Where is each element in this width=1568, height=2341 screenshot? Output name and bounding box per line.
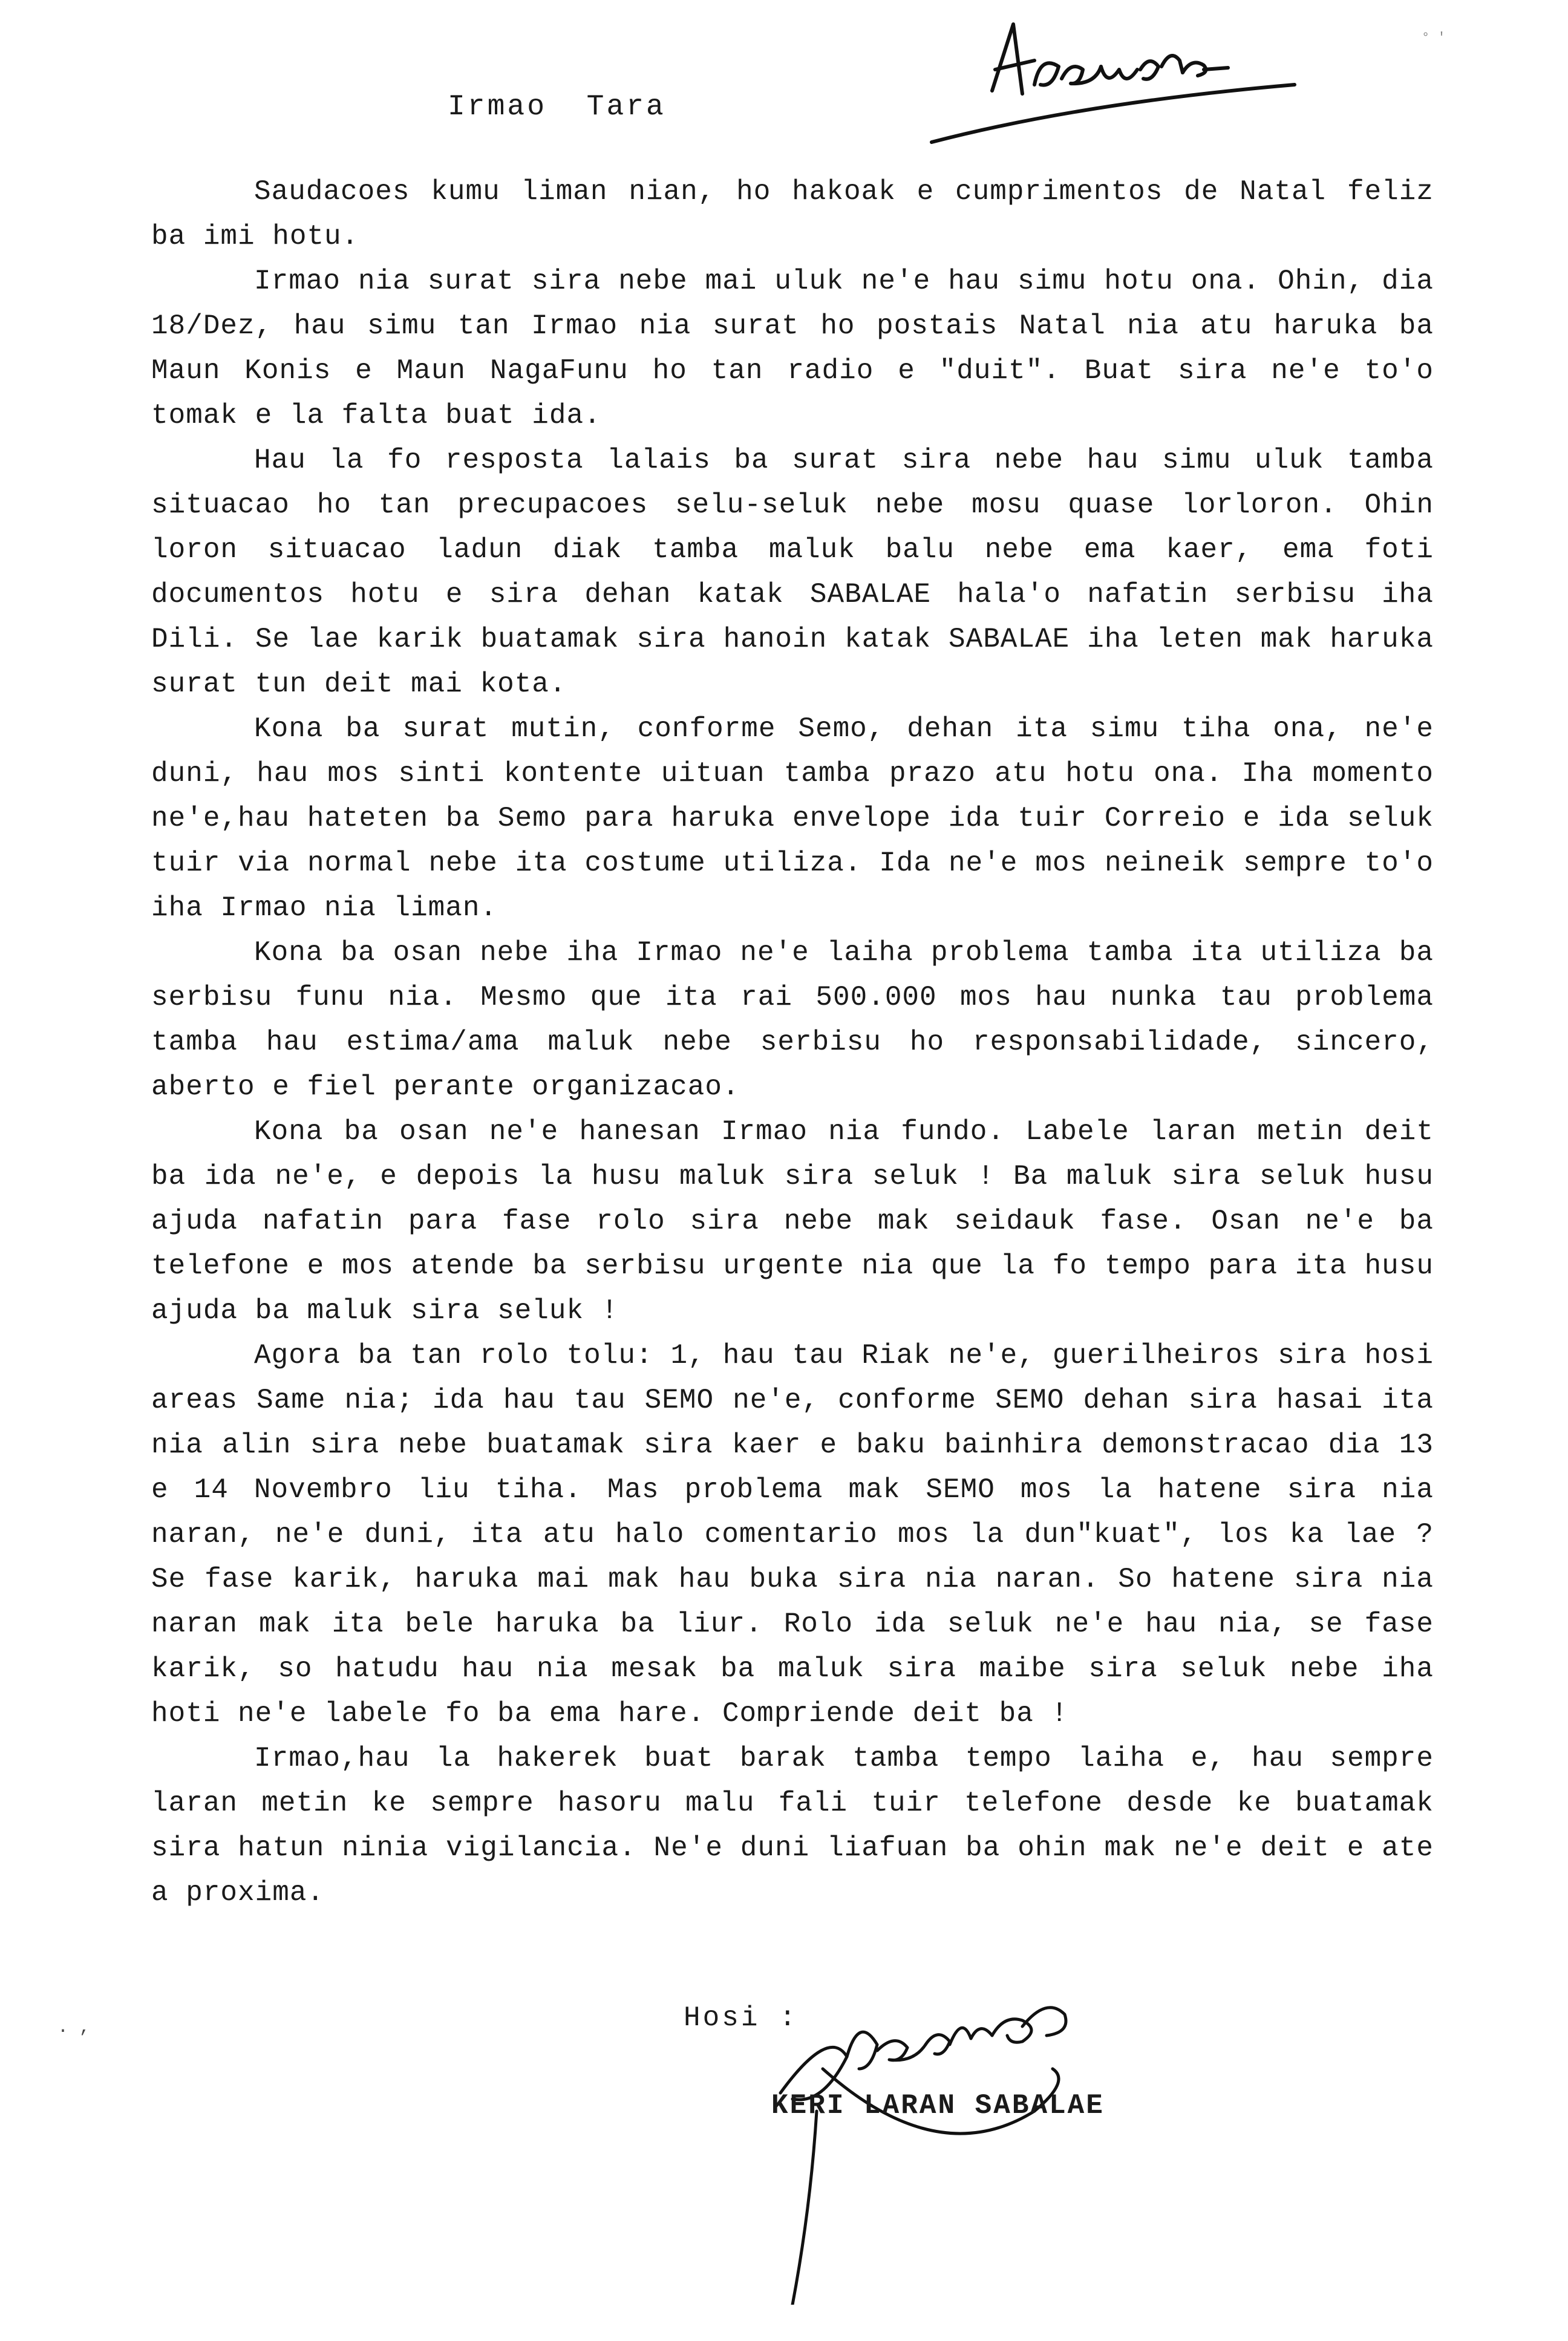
margin-speck: . ,: [57, 2017, 91, 2038]
letter-body: [151, 169, 1434, 1915]
paragraph: Kona ba osan ne'e hanesan Irmao nia fundo. Labele laran metin deit ba ida ne'e, e depois la husu maluk sira seluk ! Ba maluk sira seluk husu ajuda nafatin para fase rolo sira nebe mak seidauk fase. Osan ne'e ba telefone e mos atende ba serbisu urgente nia que la fo tempo para ita husu ajuda ba maluk sira seluk !: [151, 1116, 1434, 1327]
handwritten-signature: [756, 1978, 1180, 2305]
closing-from-label: Hosi :: [684, 2002, 799, 2034]
paragraph: Irmao,hau la hakerek buat barak tamba tempo laiha e, hau sempre laran metin ke sempre hasoru malu fali tuir telefone desde ke buatamak sira hatun ninia vigilancia. Ne'e duni liafuan ba ohin mak ne'e deit e ate a proxima.: [151, 1743, 1434, 1908]
paragraph: Hau la fo resposta lalais ba surat sira nebe hau simu uluk tamba situacao ho tan precupacoes selu-seluk nebe mosu quase lorloron. Ohin loron situacao ladun diak tamba maluk balu nebe ema kaer, ema foti documentos hotu e sira dehan katak SABALAE hala'o nafatin serbisu iha Dili. Se lae karik buatamak sira hanoin katak SABALAE iha leten mak haruka surat tun deit mai kota.: [151, 445, 1434, 700]
corner-mark: ° ': [1422, 30, 1446, 45]
paragraph: Agora ba tan rolo tolu: 1, hau tau Riak ne'e, guerilheiros sira hosi areas Same nia; ida hau tau SEMO ne'e, conforme SEMO dehan sira hasai ita nia alin sira nebe buatamak sira kaer e baku bainhira demonstracao dia 13 e 14 Novembro liu tiha. Mas problema mak SEMO mos la hatene sira nia naran, ne'e duni, ita atu halo comentario mos la dun"kuat", los ka lae ? Se fase karik, haruka mai mak hau buka sira nia naran. So hatene sira nia naran mak ita bele haruka ba liur. Rolo ida seluk ne'e hau nia, se fase karik, so hatudu hau nia mesak ba maluk sira maibe sira seluk nebe iha hoti ne'e labele fo ba ema hare. Compriende deit ba !: [151, 1340, 1434, 1729]
paragraph: Kona ba surat mutin, conforme Semo, dehan ita simu tiha ona, ne'e duni, hau mos sinti kontente uituan tamba prazo atu hotu ona. Iha momento ne'e,hau hateten ba Semo para haruka envelope ida tuir Correio e ida seluk tuir via normal nebe ita costume utiliza. Ida ne'e mos neineik sempre to'o iha Irmao nia liman.: [151, 713, 1434, 924]
paragraph: Saudacoes kumu liman nian, ho hakoak e cumprimentos de Natal feliz ba imi hotu.: [151, 176, 1434, 252]
paragraph: Irmao nia surat sira nebe mai uluk ne'e hau simu hotu ona. Ohin, dia 18/Dez, hau simu tan Irmao nia surat ho postais Natal nia atu haruka ba Maun Konis e Maun NagaFunu ho tan radio e "duit". Buat sira ne'e to'o tomak e la falta buat ida.: [151, 266, 1434, 431]
handwritten-annotation: [841, 12, 1301, 151]
signer-name: KERI LARAN SABALAE: [771, 2090, 1105, 2121]
paragraph: Kona ba osan nebe iha Irmao ne'e laiha problema tamba ita utiliza ba serbisu funu nia. Mesmo que ita rai 500.000 mos hau nunka tau problema tamba hau estima/ama maluk nebe serbisu ho responsabilidade, sincero, aberto e fiel perante organizacao.: [151, 937, 1434, 1103]
salutation: Irmao Tara: [448, 91, 666, 123]
